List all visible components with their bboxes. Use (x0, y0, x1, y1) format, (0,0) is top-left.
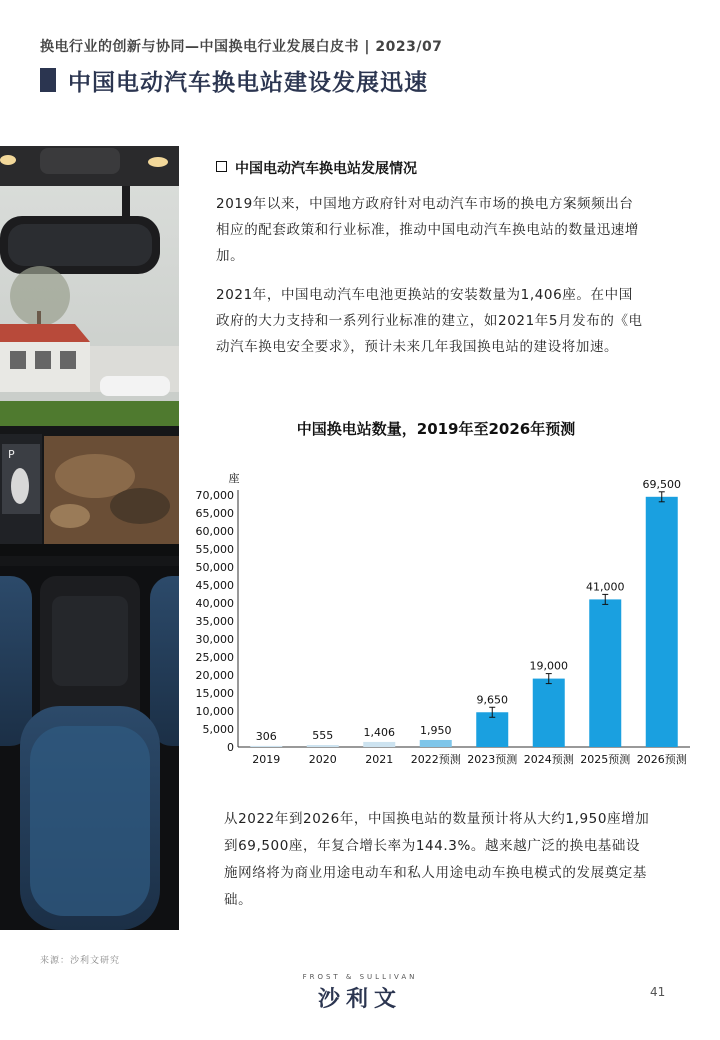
data-label: 1,950 (420, 723, 452, 737)
y-tick-label: 35,000 (195, 615, 234, 628)
paragraph-1: 2019年以来，中国地方政府针对电动汽车市场的换电方案频频出台相应的配套政策和行业标准，推动中国电动汽车换电站的数量迅速增加。 (216, 196, 639, 264)
y-tick-label: 0 (227, 741, 234, 754)
data-label: 555 (312, 729, 334, 743)
x-tick-label: 2019 (252, 753, 281, 766)
x-tick-label: 2022预测 (410, 753, 461, 766)
y-tick-label: 10,000 (195, 705, 234, 718)
section-heading (216, 158, 417, 178)
checkbox-bullet-icon (216, 161, 227, 172)
bar (420, 740, 452, 747)
x-tick-label: 2024预测 (523, 753, 574, 766)
paragraph-2: 2021年，中国电动汽车电池更换站的安装数量为1,406座。在中国政府的大力支持和一系列行业标准的建立，如2021年5月发布的《电动汽车换电安全要求》，预计未来几年我国换电站的建设将加速。 (216, 287, 643, 355)
bar (363, 742, 395, 747)
bar (646, 497, 678, 747)
svg-text:P: P (8, 448, 15, 461)
data-label: 19,000 (529, 659, 568, 673)
y-tick-label: 40,000 (195, 597, 234, 610)
y-tick-label: 70,000 (195, 489, 234, 502)
title-accent-bar (40, 68, 56, 92)
y-tick-label: 20,000 (195, 669, 234, 682)
bar (589, 599, 621, 747)
y-tick-label: 60,000 (195, 525, 234, 538)
x-tick-label: 2026预测 (636, 753, 687, 766)
logo-subtitle: FROST & SULLIVAN (302, 973, 418, 981)
y-tick-label: 5,000 (202, 723, 234, 736)
bar (307, 745, 339, 747)
y-tick-label: 50,000 (195, 561, 234, 574)
running-title: 换电行业的创新与协同—中国换电行业发展白皮书 | 2023/07 (40, 39, 443, 55)
y-tick-label: 55,000 (195, 543, 234, 556)
data-label: 69,500 (642, 477, 681, 491)
paragraph-3: 从2022年到2026年，中国换电站的数量预计将从大约1,950座增加到69,500座，年复合增长率为144.3%。越来越广泛的换电基础设施网络将为商业用途电动车和私人用途电动车换电模式的发展奠定基础。 (224, 811, 650, 908)
data-label: 306 (255, 729, 277, 743)
y-tick-label: 45,000 (195, 579, 234, 592)
brand-logo: 沙利文 (317, 987, 402, 1012)
x-tick-label: 2021 (365, 753, 394, 766)
y-tick-label: 65,000 (195, 507, 234, 520)
bar-chart (180, 460, 700, 780)
x-tick-label: 2025预测 (580, 753, 631, 766)
x-tick-label: 2023预测 (467, 753, 518, 766)
data-label: 1,406 (363, 725, 395, 739)
page-title: 中国电动汽车换电站建设发展迅速 (68, 70, 428, 96)
car-interior-photo (0, 146, 179, 930)
y-tick-label: 25,000 (195, 651, 234, 664)
y-tick-label: 15,000 (195, 687, 234, 700)
chart-title: 中国换电站数量，2019年至2026年预测 (296, 420, 576, 438)
bar (533, 679, 565, 747)
bar (250, 746, 282, 747)
x-tick-label: 2020 (308, 753, 337, 766)
source-note: 来源：沙利文研究 (40, 956, 121, 966)
page-number: 41 (650, 985, 666, 999)
y-axis-unit-label: 座 (228, 472, 240, 485)
y-tick-label: 30,000 (195, 633, 234, 646)
section-heading-text: 中国电动汽车换电站发展情况 (235, 161, 417, 177)
data-label: 41,000 (586, 580, 625, 594)
data-label: 9,650 (476, 693, 508, 707)
